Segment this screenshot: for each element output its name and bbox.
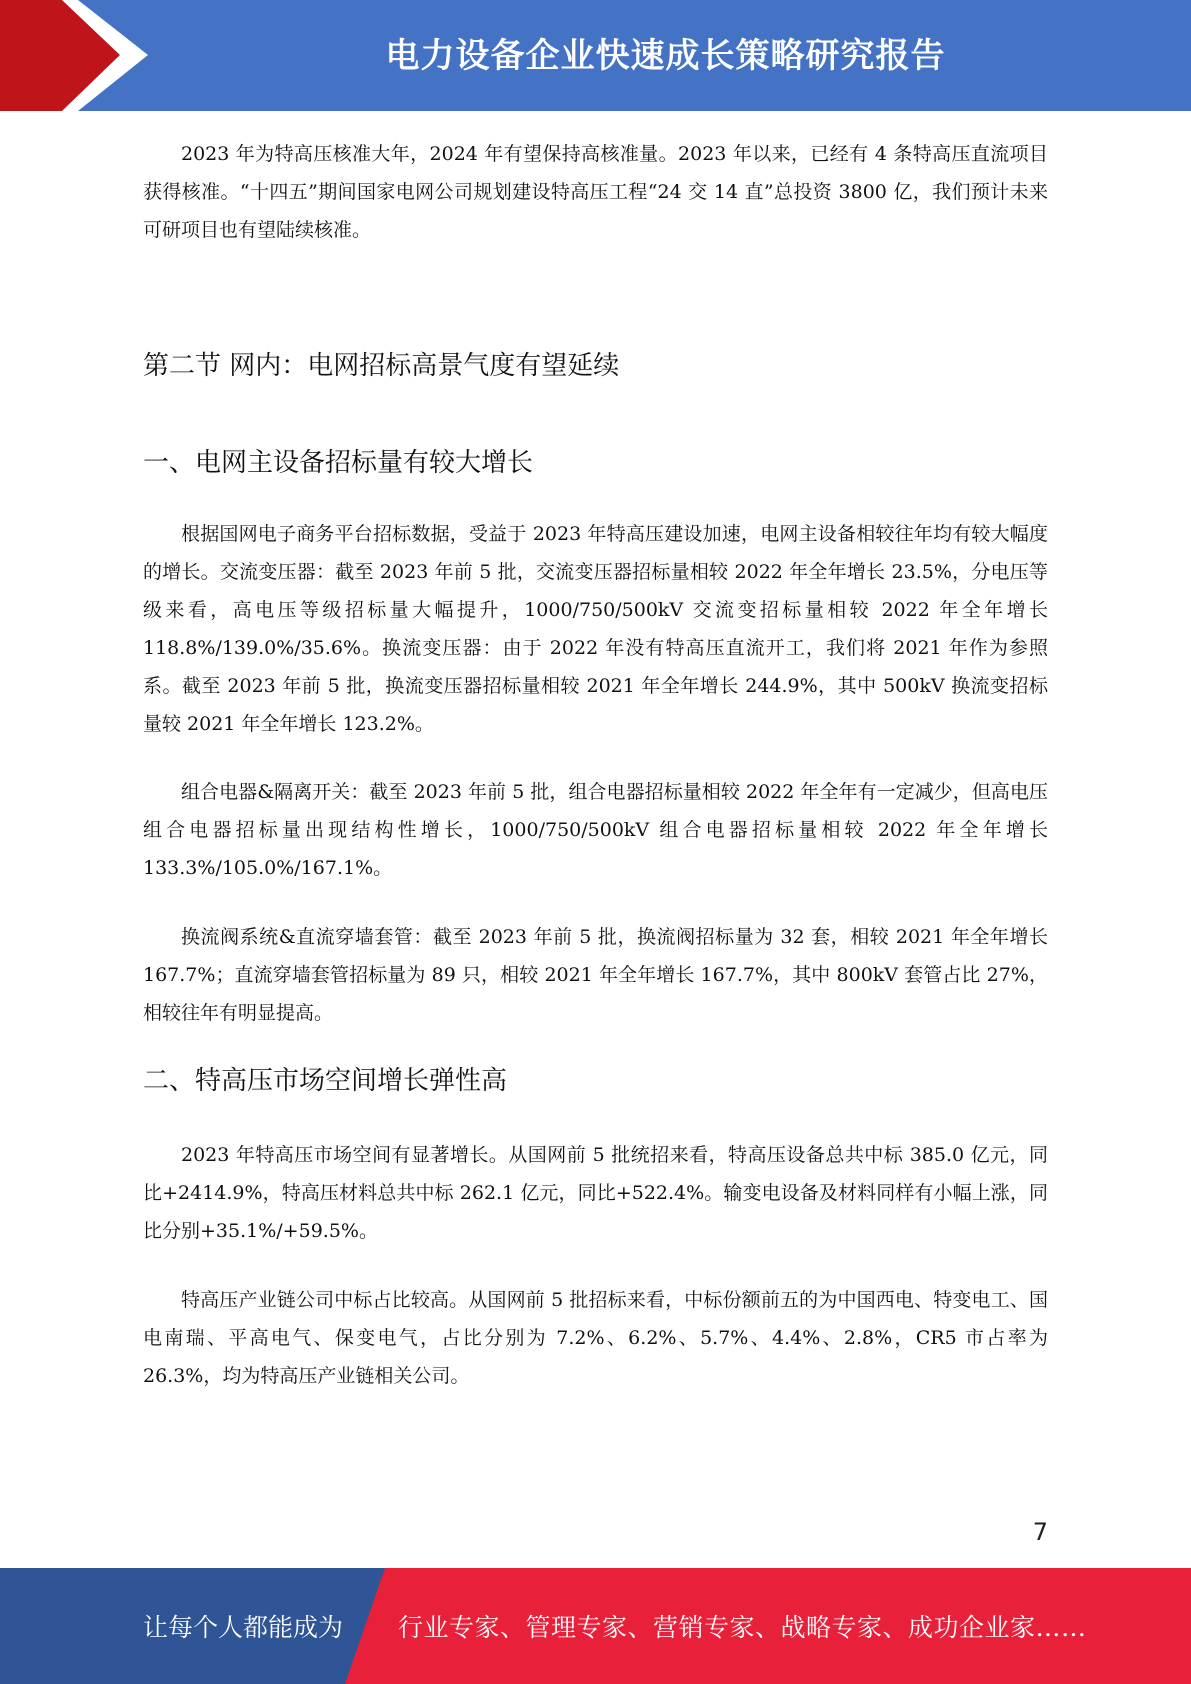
paragraph-uhv-share: 特高压产业链公司中标占比较高。从国网前 5 批招标来看，中标份额前五的为中国西电、特变电工、国电南瑞、平高电气、保变电气，占比分别为 7.2%、6.2%、5.7%、4.4%、2.8%，CR5 市占率为 26.3%，均为特高压产业链相关公司。 bbox=[143, 1289, 1048, 1387]
intro-block bbox=[143, 135, 1048, 249]
paragraph-converter-valve: 换流阀系统&直流穿墙套管：截至 2023 年前 5 批，换流阀招标量为 32 套，相较 2021 年全年增长 167.7%；直流穿墙套管招标量为 89 只，相较 2021 年全年增长 167.7%，其中 800kV 套管占比 27%，相较往年有明显提高。 bbox=[143, 926, 1048, 1024]
subsection-1-body-3 bbox=[143, 918, 1048, 1032]
section-heading: 第二节 网内：电网招标高景气度有望延续 bbox=[143, 351, 620, 381]
page-number: 7 bbox=[1032, 1518, 1048, 1546]
report-title: 电力设备企业快速成长策略研究报告 bbox=[385, 35, 946, 76]
header-chevron-decoration bbox=[0, 0, 160, 111]
intro-paragraph: 2023 年为特高压核准大年，2024 年有望保持高核准量。2023 年以来，已经有 4 条特高压直流项目获得核准。“十四五”期间国家电网公司规划建设特高压工程“24 交 14 直”总投资 3800 亿，我们预计未来可研项目也有望陆续核准。 bbox=[143, 143, 1048, 241]
subsection-1-body-2 bbox=[143, 773, 1048, 887]
footer-slogan-right: 行业专家、管理专家、营销专家、战略专家、成功企业家…… bbox=[398, 1613, 1087, 1642]
paragraph-gis: 组合电器&隔离开关：截至 2023 年前 5 批，组合电器招标量相较 2022 年全年有一定减少，但高电压组合电器招标量出现结构性增长，1000/750/500kV 组合电器招标量相较 2022 年全年增长 133.3%/105.0%/167.1%。 bbox=[143, 781, 1048, 879]
subsection-heading-2: 二、特高压市场空间增长弹性高 bbox=[143, 1066, 508, 1096]
subsection-2-body-2 bbox=[143, 1281, 1048, 1395]
paragraph-transformer: 根据国网电子商务平台招标数据，受益于 2023 年特高压建设加速，电网主设备相较往年均有较大幅度的增长。交流变压器：截至 2023 年前 5 批，交流变压器招标量相较 2022 年全年增长 23.5%，分电压等级来看，高电压等级招标量大幅提升，1000/750/500kV 交流变招标量相较 2022 年全年增长 118.8%/139.0%/35.6%。换流变压器：由于 2022 年没有特高压直流开工，我们将 2021 年作为参照系。截至 2023 年前 5 批，换流变压器招标量相较 2021 年全年增长 244.9%，其中 500kV 换流变招标量较 2021 年全年增长 123.2%。 bbox=[143, 523, 1048, 735]
subsection-heading-1: 一、电网主设备招标量有较大增长 bbox=[143, 448, 534, 478]
page-header bbox=[0, 0, 1191, 111]
paragraph-uhv-market: 2023 年特高压市场空间有显著增长。从国网前 5 批统招来看，特高压设备总共中标 385.0 亿元，同比+2414.9%，特高压材料总共中标 262.1 亿元，同比+522.4%。输变电设备及材料同样有小幅上涨，同比分别+35.1%/+59.5%。 bbox=[143, 1144, 1048, 1242]
page-footer bbox=[0, 1568, 1191, 1684]
subsection-2-body bbox=[143, 1136, 1048, 1250]
footer-slogan-left: 让每个人都能成为 bbox=[143, 1613, 344, 1642]
subsection-1-body bbox=[143, 515, 1048, 743]
